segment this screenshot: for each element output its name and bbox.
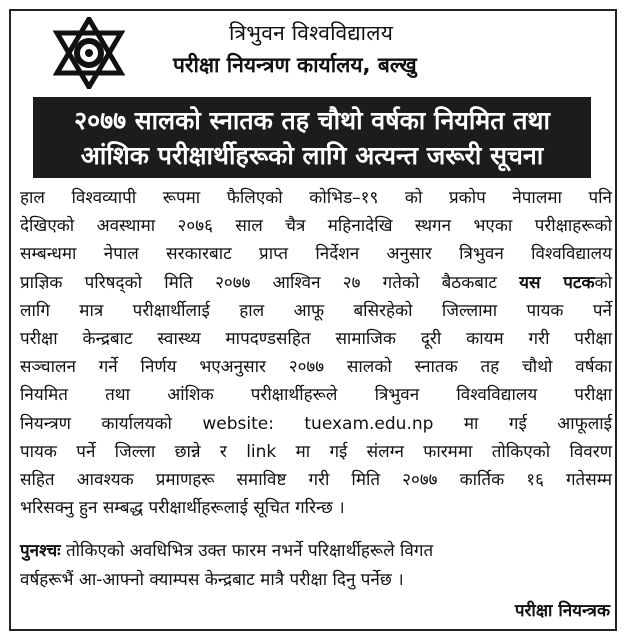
body-line: लागि मात्र परीक्षार्थीलाई हाल आफू बसिरहेको जिल्लामा पायक पर्ने xyxy=(20,300,612,321)
body-line xyxy=(20,269,612,297)
body-text: को xyxy=(594,272,612,293)
body-line: परीक्षा केन्द्रबाट स्वास्थ्य मापदण्डसहित सामाजिक दूरी कायम गरी परीक्षा xyxy=(20,329,612,350)
title-line-2: आंशिक परीक्षार्थीहरूको लागि अत्यन्त जरूरी सूचना xyxy=(80,141,544,170)
emphasis-text: यस पटक xyxy=(519,272,595,293)
postscript-line-1 xyxy=(20,537,612,565)
signature: परीक्षा नियन्त्रक xyxy=(514,601,610,621)
body-line: सञ्चालन गर्ने निर्णय भएअनुसार २०७७ सालको स्नातक तह चौथो वर्षका xyxy=(20,357,612,378)
title-line-1: २०७७ सालको स्नातक तह चौथो वर्षका नियमित तथा xyxy=(74,106,550,135)
body-line: देखिएको अवस्थामा २०७६ साल चैत्र महिनादेखि स्थगन भएका परीक्षाहरूको xyxy=(20,216,612,237)
university-name: त्रिभुवन विश्वविद्यालय xyxy=(229,21,394,45)
body-line: हाल विश्वव्यापी रूपमा फैलिएको कोभिड–१९ को प्रकोप नेपालमा पनि xyxy=(20,188,612,208)
postscript-label: पुनश्चः xyxy=(20,541,61,561)
body-line: भरिसक्नु हुन सम्बद्ध परीक्षार्थीहरूलाई सूचित गरिन्छ । xyxy=(20,498,345,519)
body-line: सम्बन्धमा नेपाल सरकारबाट प्राप्त निर्देशन अनुसार त्रिभुवन विश्वविद्यालय xyxy=(20,244,612,265)
postscript-text: तोकिएको अवधिभित्र उक्त फारम नभर्ने परिक्षार्थीहरूले विगत xyxy=(60,541,434,561)
notice-header xyxy=(11,11,615,97)
notice-body xyxy=(20,184,612,522)
tu-logo-icon xyxy=(53,17,125,89)
body-line: सहित आवश्यक प्रमाणहरू समाविष्ट गरी मिति २०७७ कार्तिक १६ गतेसम्म xyxy=(20,470,612,491)
body-text: प्राज्ञिक परिषद्को मिति २०७७ आश्विन २७ गतेको बैठकबाट xyxy=(20,272,520,293)
office-name: परीक्षा नियन्त्रण कार्यालय, बल्खु xyxy=(173,53,417,77)
body-line: पायक पर्ने जिल्ला छान्ने र link मा गई संलग्न फारममा तोकिएको विवरण xyxy=(20,441,612,462)
body-line: नियन्त्रण कार्यालयको website: tuexam.edu.np मा गई आफूलाई xyxy=(20,413,612,434)
postscript-line-2: वर्षहरूभैं आ-आफ्नो क्याम्पस केन्द्रबाट मात्रै परीक्षा दिनु पर्नेछ । xyxy=(20,570,404,590)
body-line: नियमित तथा आंशिक परीक्षार्थीहरूले त्रिभुवन विश्वविद्यालय परीक्षा xyxy=(20,385,612,406)
notice-title-banner xyxy=(33,97,591,178)
